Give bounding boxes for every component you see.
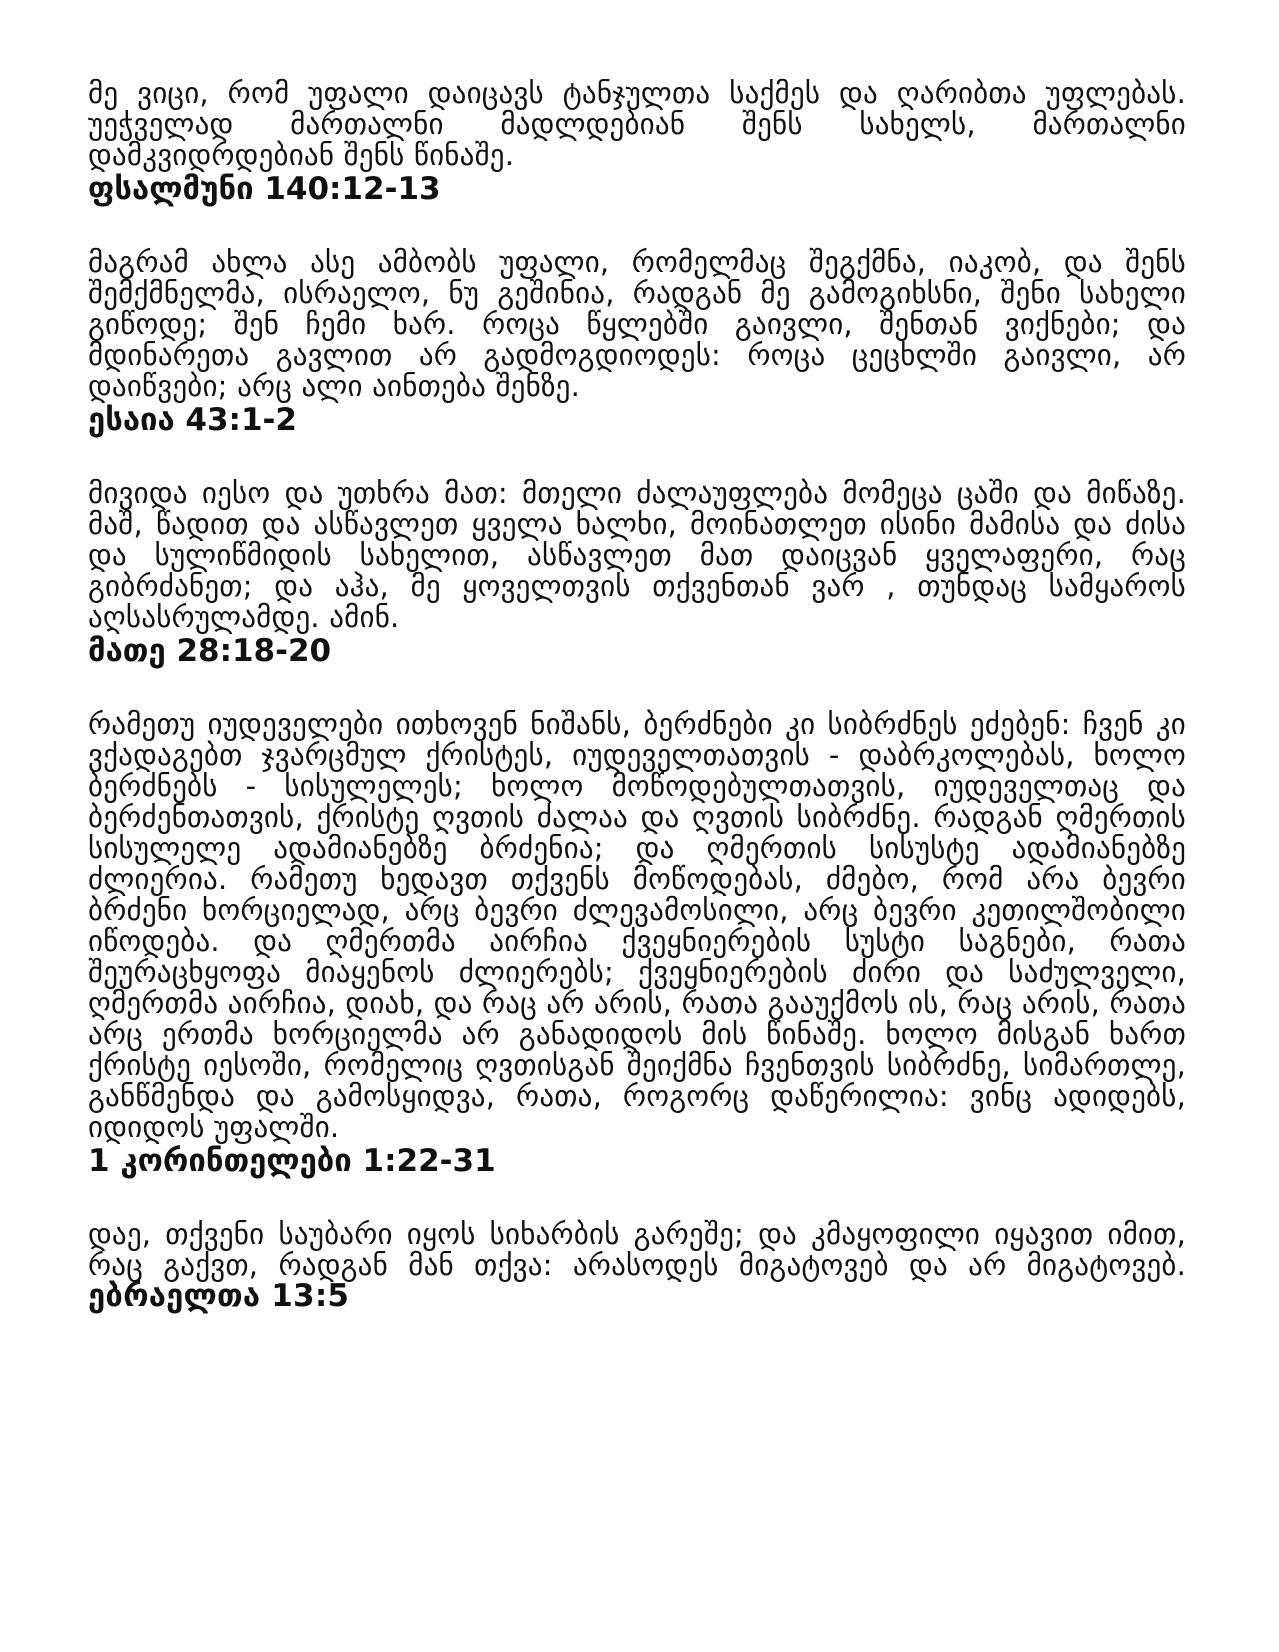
verse-reference: ებრაელთა 13:5 <box>88 1278 350 1314</box>
verse-reference: ფსალმუნი 140:12-13 <box>88 171 441 207</box>
verse-text: მაგრამ ახლა ასე ამბობს უფალი, რომელმაც შეგქმნა, იაკობ, და შენს შემქმნელმა, ისრაელო, ნუ გეშინია, რადგან მე გამოგიხსნი, შენი სახელი გიწოდე; შენ ჩემი ხარ. როცა წყლებში გაივლი, შენთან ვიქნები; და მდინარეთა გავლით არ გადმოგდიოდეს: როცა ცეცხლში გაივლი, არ დაიწვები; არც ალი აინთება შენზე. <box>88 245 1186 403</box>
passage-hebrews <box>88 1219 1186 1312</box>
passage-corinthians <box>88 709 1186 1179</box>
verse-text-body: დაე, თქვენი საუბარი იყოს სიხარბის გარეშე; და კმაყოფილი იყავით იმით, რაც გაქვთ, რადგან მან თქვა: არასოდეს მიგატოვებ და არ მიგატოვებ. <box>88 1217 1186 1282</box>
verse-reference: მათე 28:18-20 <box>88 633 332 669</box>
verse-reference: 1 კორინთელები 1:22-31 <box>88 1143 496 1179</box>
passage-psalms <box>88 78 1186 207</box>
passage-matthew <box>88 478 1186 669</box>
passage-isaiah <box>88 247 1186 438</box>
verse-text: მე ვიცი, რომ უფალი დაიცავს ტანჯულთა საქმეს და ღარიბთა უფლებას. უეჭველად მართალნი მადლდებიან შენს სახელს, მართალნი დამკვიდრდებიან შენს წინაშე. <box>88 76 1186 172</box>
document-page <box>88 78 1186 1352</box>
verse-reference: ესაია 43:1-2 <box>88 402 297 438</box>
verse-text: მივიდა იესო და უთხრა მათ: მთელი ძალაუფლება მომეცა ცაში და მიწაზე. მაშ, წადით და ასწავლეთ ყველა ხალხი, მოინათლეთ ისინი მამისა და ძისა და სულიწმიდის სახელით, ასწავლეთ მათ დაიცვან ყველაფერი, რაც გიბრძანეთ; და აჰა, მე ყოველთვის თქვენთან ვარ , თუნდაც სამყაროს აღსასრულამდე. ამინ. <box>88 476 1186 634</box>
verse-text: რამეთუ იუდეველები ითხოვენ ნიშანს, ბერძნები კი სიბრძნეს ეძებენ: ჩვენ კი ვქადაგებთ ჯვარცმულ ქრისტეს, იუდეველთათვის - დაბრკოლებას, ხოლო ბერძნებს - სისულელეს; ხოლო მოწოდებულთათვის, იუდეველთაც და ბერძენთათვის, ქრისტე ღვთის ძალაა და ღვთის სიბრძნე. რადგან ღმერთის სისულელე ადამიანებზე ბრძენია; და ღმერთის სისუსტე ადამიანებზე ძლიერია. რამეთუ ხედავთ თქვენს მოწოდებას, ძმებო, რომ არა ბევრი ბრძენი ხორციელად, არც ბევრი ძლევამოსილი, არც ბევრი კეთილშობილი იწოდება. და ღმერთმა აირჩია ქვეყნიერების სუსტი საგნები, რათა შეურაცხყოფა მიაყენოს ძლიერებს; ქვეყნიერების ძირი და საძულველი, ღმერთმა აირჩია, დიახ, და რაც არ არის, რათა გააუქმოს ის, რაც არის, რათა არც ერთმა ხორციელმა არ განადიდოს მის წინაშე. ხოლო მისგან ხართ ქრისტე იესოში, რომელიც ღვთისგან შეიქმნა ჩვენთვის სიბრძნე, სიმართლე, განწმენდა და გამოსყიდვა, რათა, როგორც დაწერილია: ვინც ადიდებს, იდიდოს უფალში. <box>88 707 1186 1144</box>
verse-text <box>88 1219 1186 1312</box>
